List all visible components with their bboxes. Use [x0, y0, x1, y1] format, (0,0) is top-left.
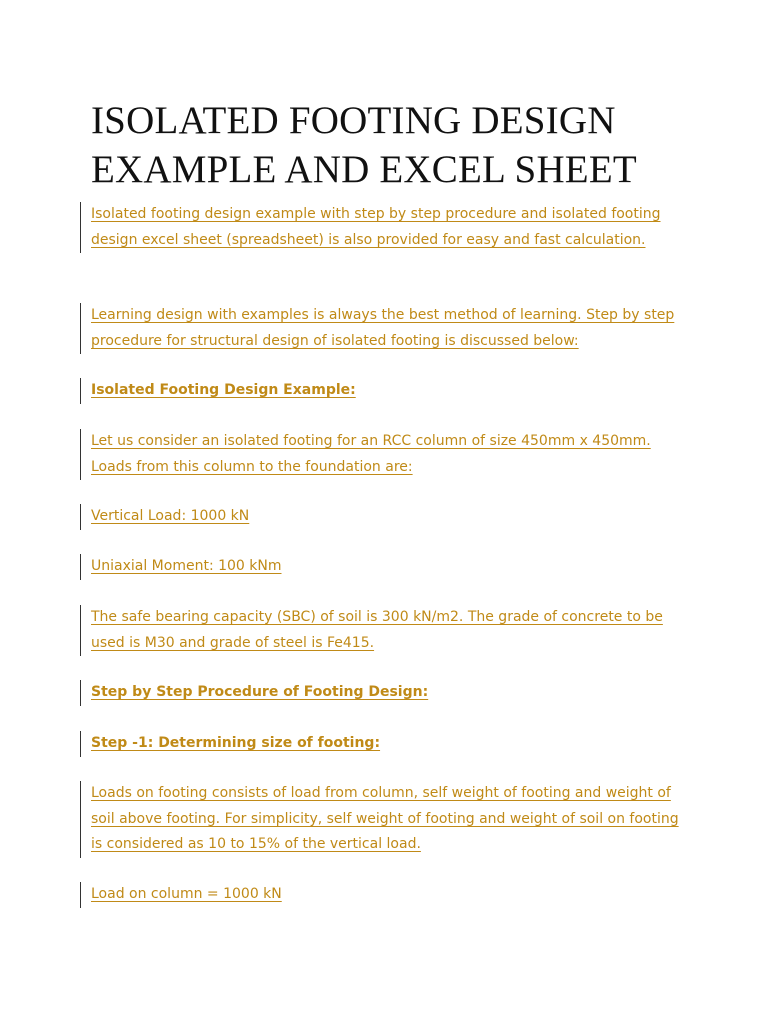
paragraph-column-loads-text: Let us consider an isolated footing for an RCC column of size 450mm x 450mm. Loads from this column to the foundation are: [91, 433, 651, 475]
heading-step-1-text: Step -1: Determining size of footing: [91, 735, 381, 751]
paragraph-sbc [80, 605, 691, 656]
paragraph-loads-on-footing [80, 781, 691, 858]
paragraph-intro [80, 202, 691, 253]
paragraph-vertical-load-text: Vertical Load: 1000 kN [91, 508, 250, 524]
heading-design-example [80, 378, 691, 404]
paragraph-uniaxial-moment-text: Uniaxial Moment: 100 kNm [91, 558, 282, 574]
paragraph-load-on-column [80, 882, 691, 908]
paragraph-intro-text: Isolated footing design example with step by step procedure and isolated footing design excel sheet (spreadsheet) is also provided for easy and fast calculation. [91, 206, 661, 248]
paragraph-sbc-text: The safe bearing capacity (SBC) of soil is 300 kN/m2. The grade of concrete to be used is M30 and grade of steel is Fe415. [91, 609, 663, 651]
paragraph-learning-text: Learning design with examples is always the best method of learning. Step by step procedure for structural design of isolated footing is discussed below: [91, 307, 675, 349]
heading-step-procedure-text: Step by Step Procedure of Footing Design: [91, 684, 429, 700]
paragraph-load-on-column-text: Load on column = 1000 kN [91, 886, 282, 902]
paragraph-vertical-load [80, 504, 691, 530]
paragraph-column-loads [80, 429, 691, 480]
heading-step-procedure [80, 680, 691, 706]
paragraph-uniaxial-moment [80, 554, 691, 580]
heading-design-example-text: Isolated Footing Design Example: [91, 382, 356, 398]
paragraph-learning [80, 303, 691, 354]
document-title: ISOLATED FOOTING DESIGN EXAMPLE AND EXCEL SHEET [91, 99, 637, 191]
paragraph-loads-on-footing-text: Loads on footing consists of load from column, self weight of footing and weight of soil above footing. For simplicity, self weight of footing and weight of soil on footing is considered as 10 to 15% of the vertical load. [91, 785, 679, 852]
heading-step-1 [80, 731, 691, 757]
